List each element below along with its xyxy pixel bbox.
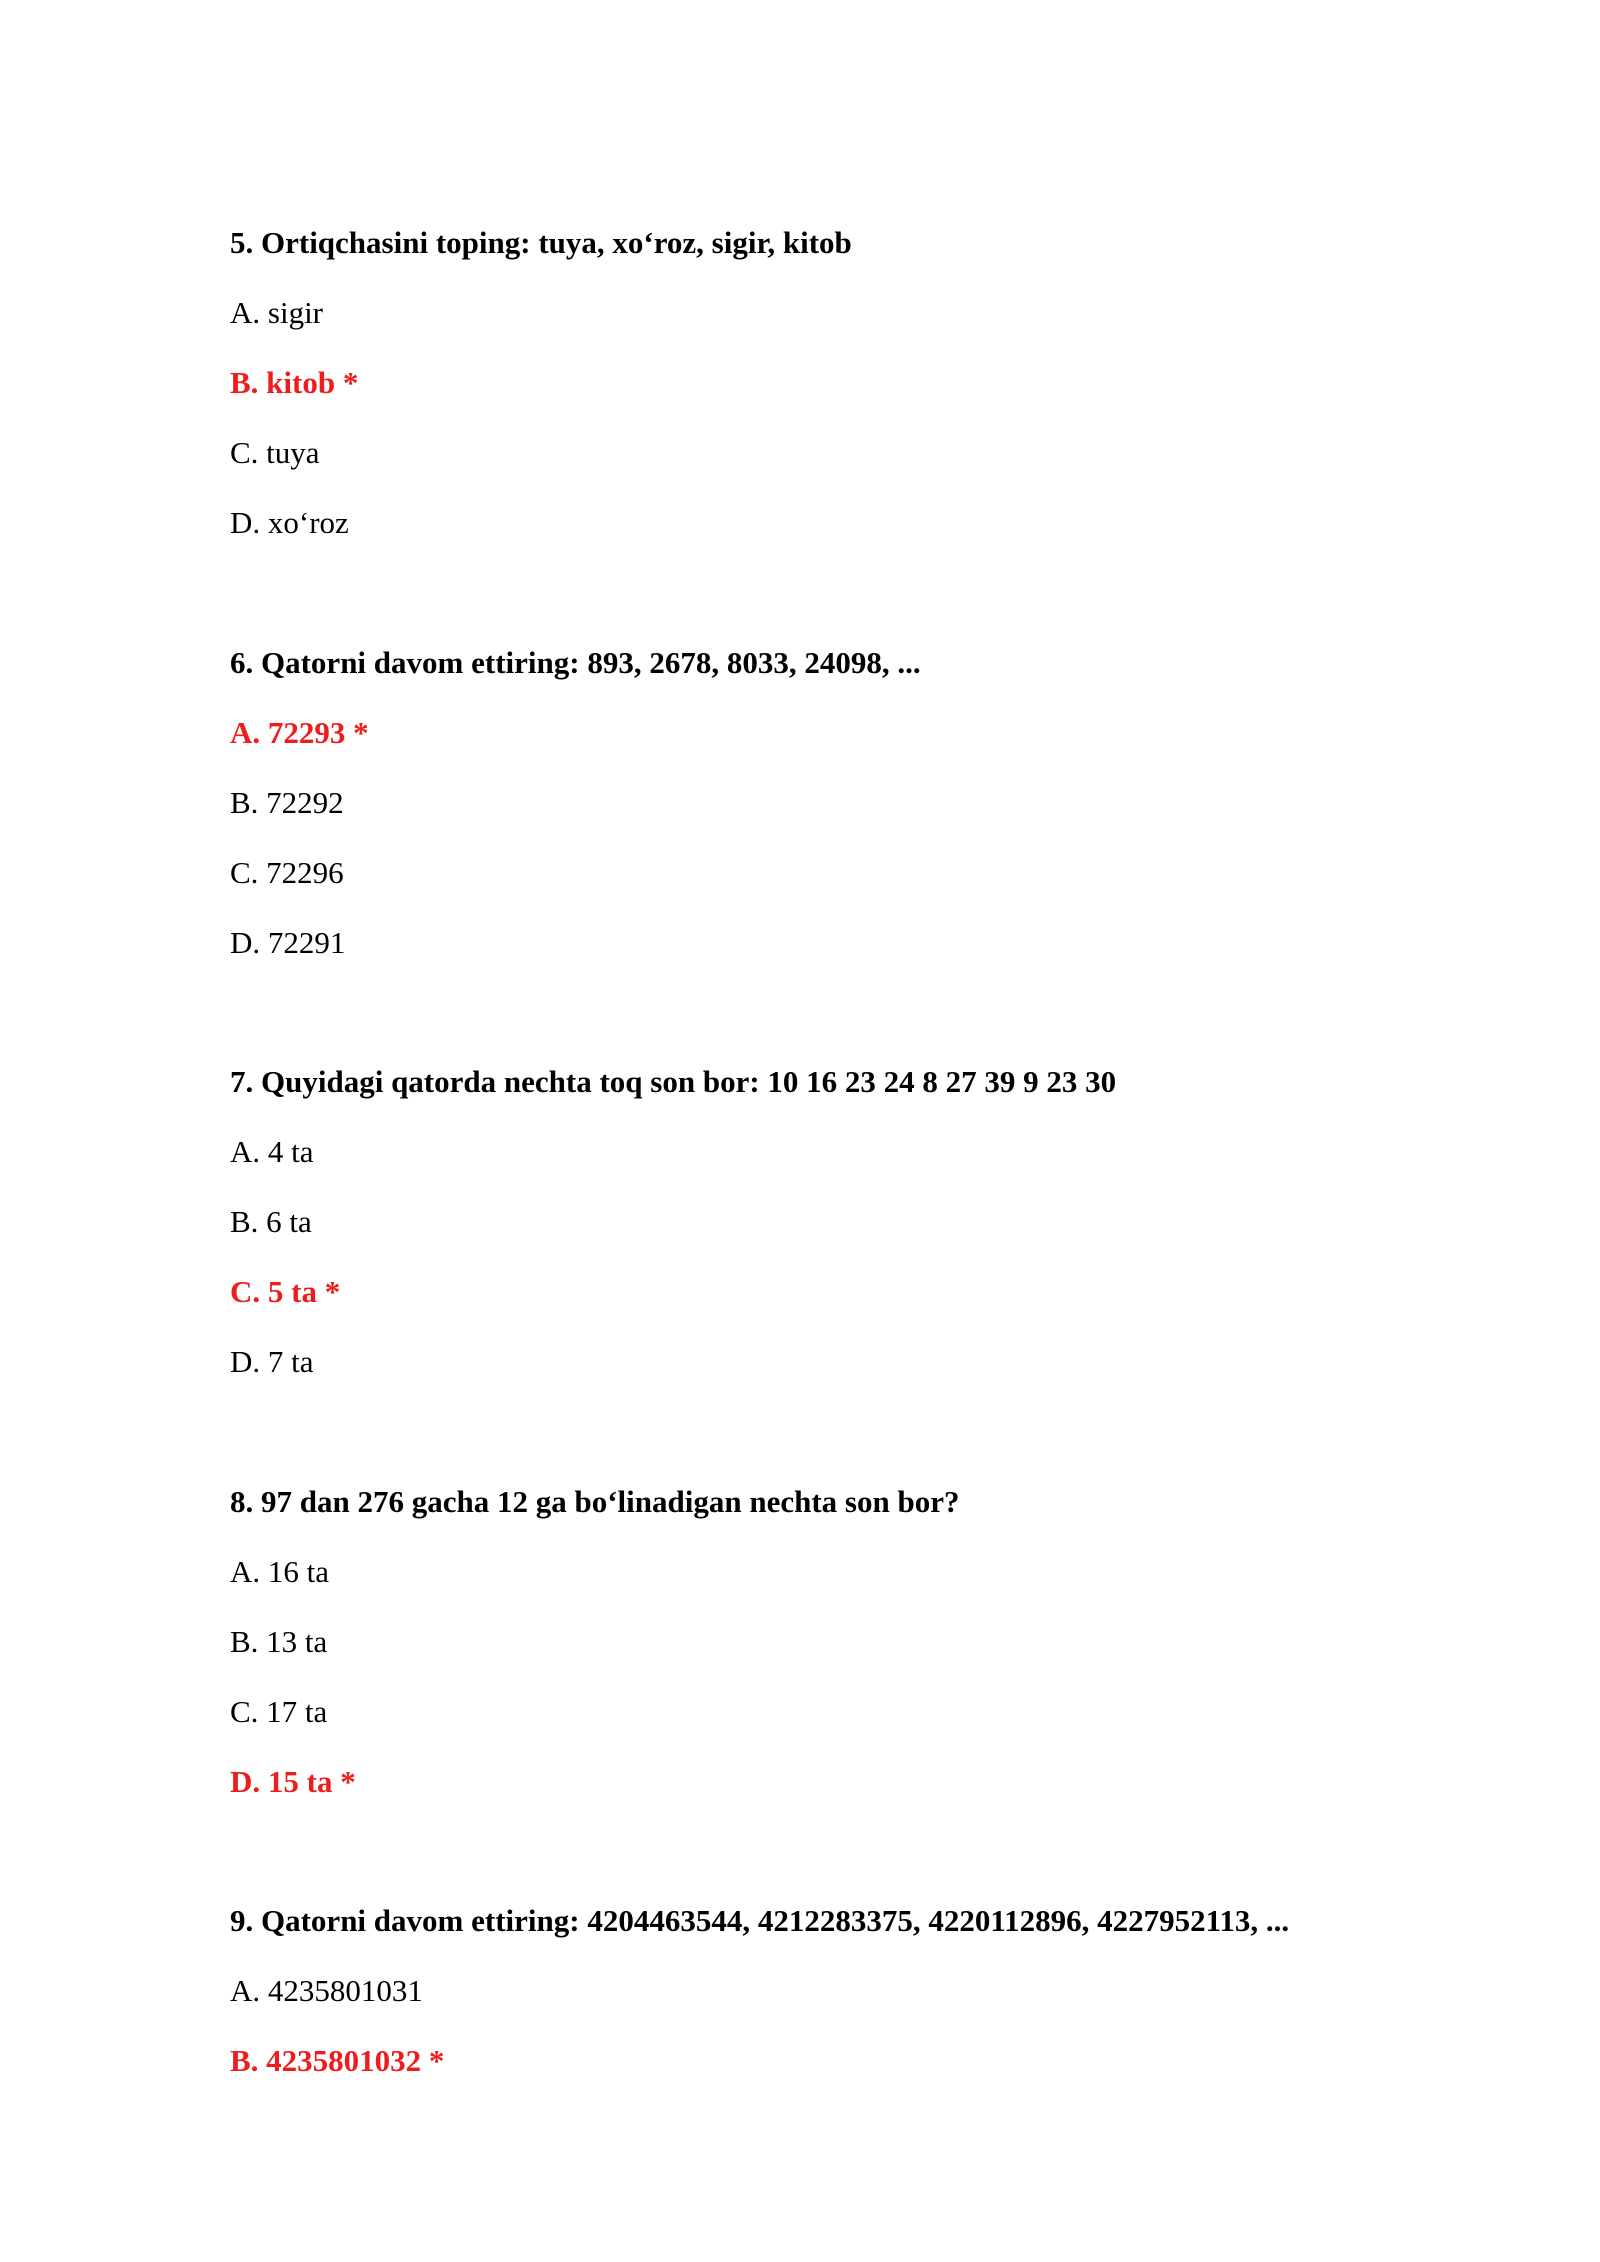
option-b: B. 72292 <box>230 785 344 820</box>
option-a: A. sigir <box>230 295 323 330</box>
question-8 <box>230 1484 1430 1800</box>
option-a: A. 16 ta <box>230 1554 330 1589</box>
question-text: 5. Ortiqchasini toping: tuya, xo‘roz, sigir, kitob <box>230 225 852 260</box>
option-c-correct: C. 5 ta * <box>230 1274 341 1309</box>
option-b: B. 13 ta <box>230 1624 328 1659</box>
option-c: C. 17 ta <box>230 1694 328 1729</box>
option-a: A. 4235801031 <box>230 1973 423 2008</box>
question-text: 6. Qatorni davom ettiring: 893, 2678, 8033, 24098, ... <box>230 645 921 680</box>
option-d-correct: D. 15 ta * <box>230 1764 356 1799</box>
question-text: 8. 97 dan 276 gacha 12 ga bo‘linadigan nechta son bor? <box>230 1484 960 1519</box>
question-7 <box>230 1064 1430 1380</box>
option-b: B. 6 ta <box>230 1204 312 1239</box>
option-a-correct: A. 72293 * <box>230 715 369 750</box>
question-9 <box>230 1903 1430 2079</box>
option-a: A. 4 ta <box>230 1134 314 1169</box>
question-6 <box>230 645 1430 961</box>
option-b-correct: B. 4235801032 * <box>230 2043 445 2078</box>
question-text: 9. Qatorni davom ettiring: 4204463544, 4212283375, 4220112896, 4227952113, ... <box>230 1903 1290 1938</box>
question-text: 7. Quyidagi qatorda nechta toq son bor: 10 16 23 24 8 27 39 9 23 30 <box>230 1064 1117 1099</box>
question-5 <box>230 225 1430 541</box>
option-c: C. tuya <box>230 435 320 470</box>
option-d: D. xo‘roz <box>230 505 349 540</box>
option-d: D. 72291 <box>230 925 346 960</box>
option-d: D. 7 ta <box>230 1344 314 1379</box>
option-c: C. 72296 <box>230 855 344 890</box>
option-b-correct: B. kitob * <box>230 365 359 400</box>
